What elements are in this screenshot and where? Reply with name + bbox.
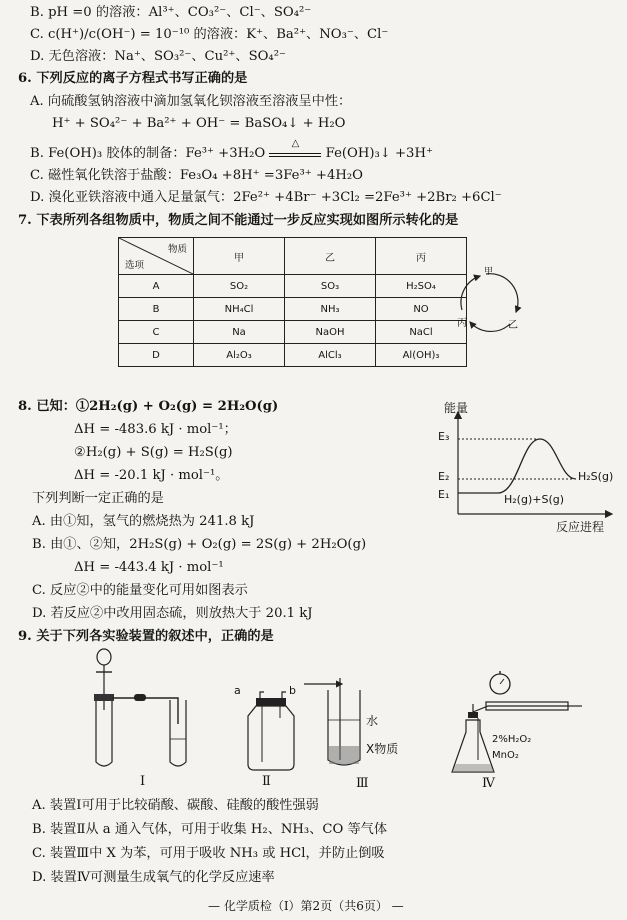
q7-stem: 7. 下表所列各组物质中，物质之间不能通过一步反应实现如图所示转化的是: [18, 213, 459, 228]
q6-option-d: D. 溴化亚铁溶液中通入足量氯气：2Fe²⁺ +4Br⁻ +3Cl₂ =2Fe³⁺ +2Br₂ +6Cl⁻: [30, 190, 502, 205]
q9-option-b: B. 装置Ⅱ从 a 通入气体，可用于收集 H₂、NH₃、CO 等气体: [32, 822, 388, 837]
q5-option-c: C. c(H⁺)/c(OH⁻) = 10⁻¹⁰ 的溶液：K⁺、Ba²⁺、NO₃⁻、Cl⁻: [30, 27, 389, 42]
mno2-label: MnO₂: [492, 750, 519, 761]
table-row: B NH₄Cl NH₃ NO: [119, 298, 467, 321]
apparatus-1-label: Ⅰ: [140, 774, 146, 789]
apparatus-3-label: Ⅲ: [356, 776, 369, 791]
page-footer: — 化学质检（Ⅰ）第2页（共6页） —: [208, 899, 404, 913]
q9-option-a: A. 装置Ⅰ可用于比较硝酸、碳酸、硅酸的酸性强弱: [32, 798, 319, 813]
q8-dh-1: ΔH = -483.6 kJ · mol⁻¹；: [74, 422, 237, 437]
energy-diagram: [432, 396, 622, 536]
graph-reactant-label: H₂(g)+S(g): [504, 493, 565, 506]
q6-option-b: B. Fe(OH)₃ 胶体的制备：Fe³⁺ +3H₂O △ Fe(OH)₃↓ +3H⁺: [30, 145, 433, 162]
h2o2-label: 2%H₂O₂: [492, 734, 532, 745]
graph-e1: E₁: [438, 488, 450, 501]
heat-condition: △: [291, 138, 300, 149]
q9-option-c: C. 装置Ⅲ中 X 为苯，可用于吸收 NH₃ 或 HCl，并防止倒吸: [32, 846, 385, 861]
q8-given-2: ②H₂(g) + S(g) = H₂S(g): [74, 445, 233, 460]
apparatus-3: [304, 668, 364, 772]
q7-table: [118, 237, 467, 367]
column-header-yi: 乙: [285, 238, 376, 275]
column-header-jia: 甲: [194, 238, 285, 275]
column-header-bing: 丙: [376, 238, 467, 275]
q6-option-a-equation: H⁺ + SO₄²⁻ + Ba²⁺ + OH⁻ = BaSO₄↓ + H₂O: [52, 116, 346, 131]
inlet-a-label: a: [234, 684, 241, 697]
q5-option-d: D. 无色溶液：Na⁺、SO₃²⁻、Cu²⁺、SO₄²⁻: [30, 49, 286, 64]
graph-e3: E₃: [438, 430, 450, 443]
cycle-label-bing: 丙: [457, 318, 467, 329]
apparatus-1: [82, 644, 212, 772]
graph-ylabel: 能量: [444, 401, 469, 415]
graph-xlabel: 反应进程: [556, 520, 605, 534]
q8-dh-2: ΔH = -20.1 kJ · mol⁻¹。: [74, 468, 229, 483]
q8-option-d: D. 若反应②中改用固态硫，则放热大于 20.1 kJ: [32, 606, 313, 621]
table-row: A SO₂ SO₃ H₂SO₄: [119, 275, 467, 298]
table-row: D Al₂O₃ AlCl₃ Al(OH)₃: [119, 344, 467, 367]
cycle-label-jia: 甲: [484, 267, 494, 277]
cycle-label-yi: 乙: [508, 320, 518, 331]
q6-option-c: C. 磁性氧化铁溶于盐酸：Fe₃O₄ +8H⁺ =3Fe³⁺ +4H₂O: [30, 168, 363, 183]
q8-given-1: 8. 已知：①2H₂(g) + O₂(g) = 2H₂O(g): [18, 399, 279, 414]
q8-stem: 下列判断一定正确的是: [32, 491, 164, 506]
inlet-b-label: b: [289, 684, 296, 697]
q5-option-b: B. pH =0 的溶液：Al³⁺、CO₃²⁻、Cl⁻、SO₄²⁻: [30, 5, 312, 20]
graph-product-label: H₂S(g): [578, 470, 614, 483]
q8-option-b-dh: ΔH = -443.4 kJ · mol⁻¹: [74, 560, 224, 575]
q8-option-a: A. 由①知，氢气的燃烧热为 241.8 kJ: [32, 514, 255, 529]
table-corner-header: 物质 选项: [119, 238, 194, 275]
x-substance-label: X物质: [366, 742, 399, 756]
q6-stem: 6. 下列反应的离子方程式书写正确的是: [18, 71, 248, 86]
water-label: 水: [366, 714, 379, 728]
q9-option-d: D. 装置Ⅳ可测量生成氧气的化学反应速率: [32, 870, 275, 885]
table-row: C Na NaOH NaCl: [119, 321, 467, 344]
apparatus-4: [448, 668, 608, 780]
apparatus-2: [240, 688, 302, 774]
apparatus-4-label: Ⅳ: [482, 776, 495, 791]
q8-option-c: C. 反应②中的能量变化可用如图表示: [32, 583, 248, 598]
apparatus-2-label: Ⅱ: [262, 774, 271, 789]
q6-option-a: A. 向硫酸氢钠溶液中滴加氢氧化钡溶液至溶液呈中性：: [30, 94, 352, 109]
graph-e2: E₂: [438, 470, 450, 483]
q8-option-b: B. 由①、②知，2H₂S(g) + O₂(g) = 2S(g) + 2H₂O(g): [32, 537, 367, 552]
q9-stem: 9. 关于下列各实验装置的叙述中，正确的是: [18, 629, 274, 644]
